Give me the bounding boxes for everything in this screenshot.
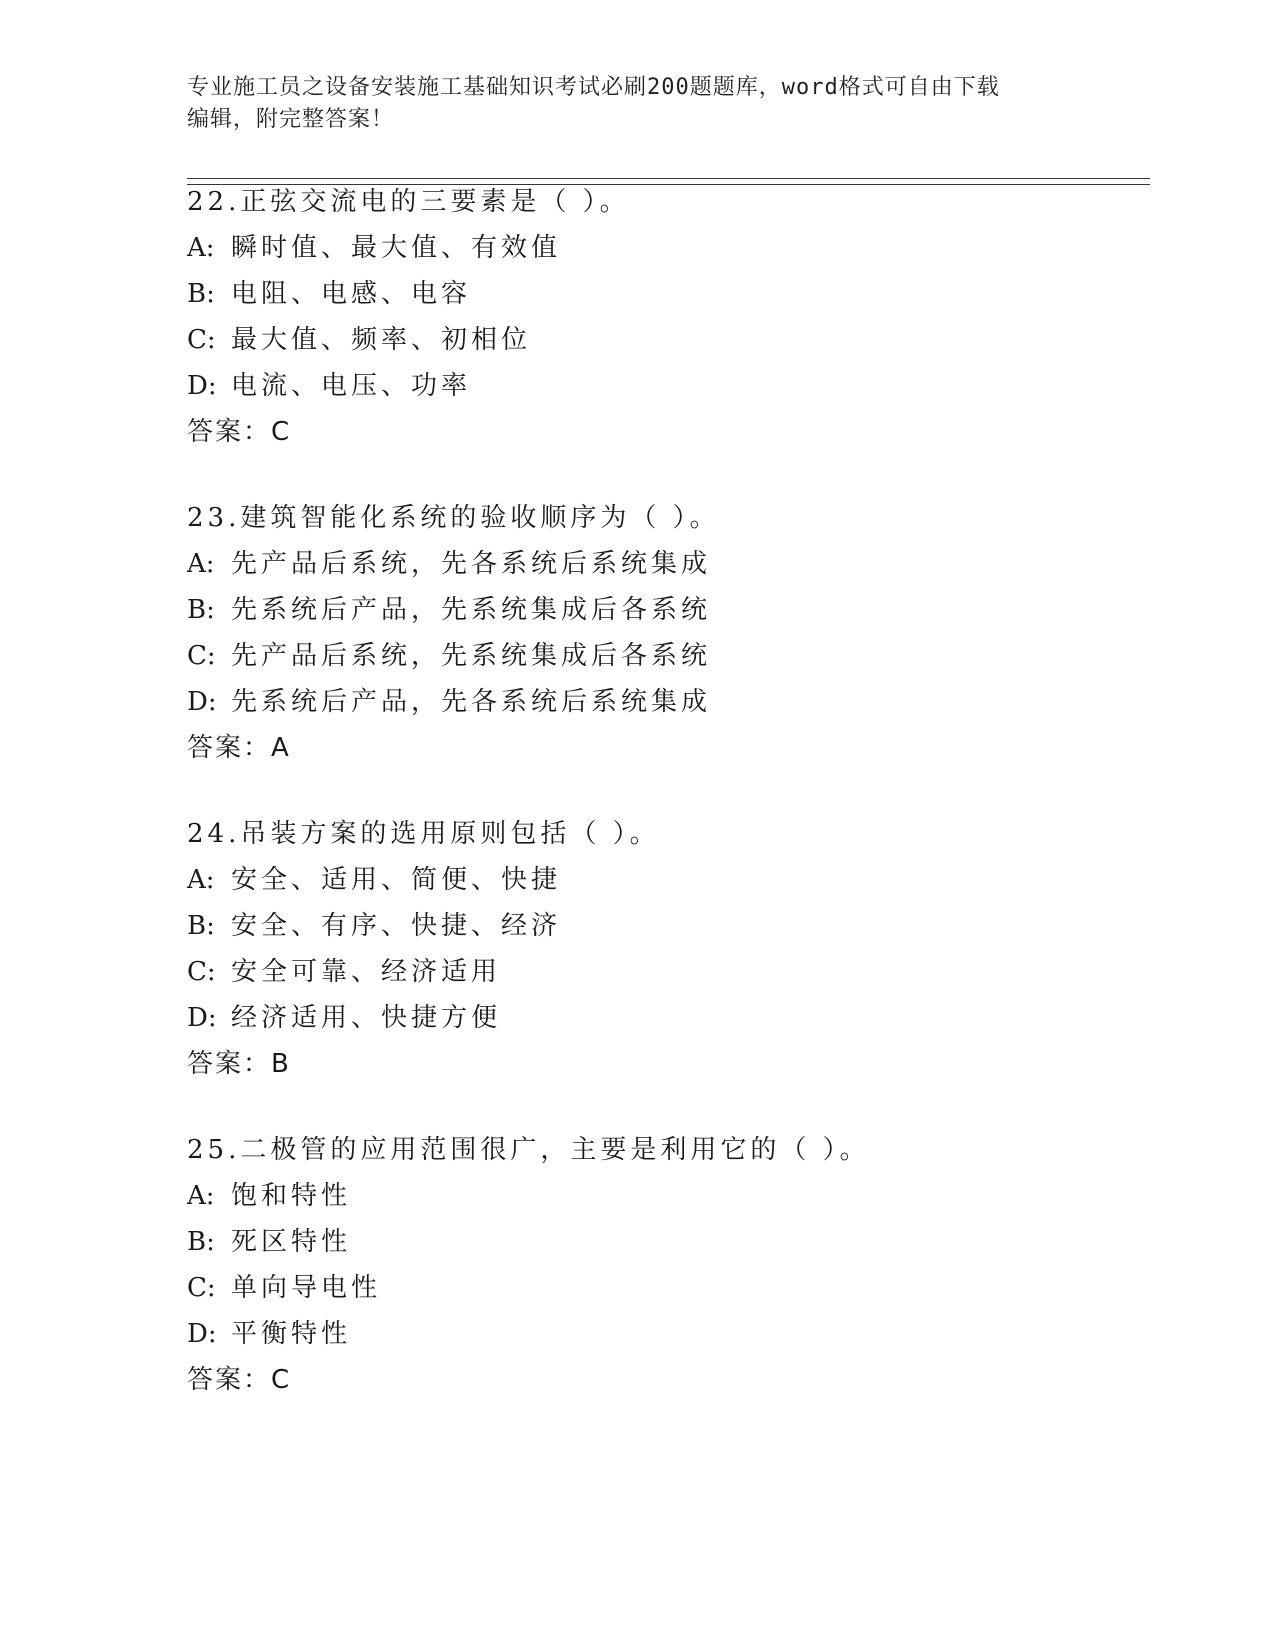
option-letter: B: <box>187 1227 215 1257</box>
option-text: 先产品后系统，先各系统后系统集成 <box>231 549 712 579</box>
option-letter: B: <box>187 911 215 941</box>
document-header <box>187 72 1087 136</box>
option-letter: D: <box>187 1003 217 1033</box>
option-letter: B: <box>187 595 215 625</box>
option-text: 单向导电性 <box>231 1273 382 1303</box>
question-block <box>187 179 1187 455</box>
option-letter: B: <box>187 279 215 309</box>
option-b <box>187 903 1187 949</box>
option-a <box>187 857 1187 903</box>
header-line-2: 编辑，附完整答案！ <box>187 107 395 132</box>
option-text: 电阻、电感、电容 <box>231 279 472 309</box>
question-stem: 24.吊装方案的选用原则包括（ ）。 <box>187 819 660 849</box>
option-d <box>187 1311 1187 1357</box>
option-c <box>187 1265 1187 1311</box>
option-d <box>187 995 1187 1041</box>
option-text: 安全、适用、简便、快捷 <box>231 865 562 895</box>
option-c <box>187 317 1187 363</box>
question-stem: 23.建筑智能化系统的验收顺序为（ ）。 <box>187 503 720 533</box>
option-a <box>187 541 1187 587</box>
option-text: 安全、有序、快捷、经济 <box>231 911 562 941</box>
option-text: 先系统后产品，先系统集成后各系统 <box>231 595 712 625</box>
option-letter: A: <box>187 233 215 263</box>
option-letter: C: <box>187 325 216 355</box>
option-text: 瞬时值、最大值、有效值 <box>231 233 562 263</box>
question-block <box>187 495 1187 771</box>
header-line-1: 专业施工员之设备安装施工基础知识考试必刷200题题库，word格式可自由下载 <box>187 75 1000 100</box>
question-stem: 22.正弦交流电的三要素是（ ）。 <box>187 187 630 217</box>
question-block <box>187 811 1187 1087</box>
option-letter: D: <box>187 1319 217 1349</box>
option-letter: D: <box>187 687 217 717</box>
option-c <box>187 633 1187 679</box>
option-d <box>187 363 1187 409</box>
option-c <box>187 949 1187 995</box>
answer-line: 答案：B <box>187 1049 291 1079</box>
option-text: 平衡特性 <box>231 1319 352 1349</box>
option-text: 最大值、频率、初相位 <box>231 325 532 355</box>
option-b <box>187 587 1187 633</box>
option-d <box>187 679 1187 725</box>
option-text: 安全可靠、经济适用 <box>231 957 502 987</box>
answer-line: 答案：C <box>187 1365 292 1395</box>
option-text: 饱和特性 <box>231 1181 352 1211</box>
option-letter: C: <box>187 957 216 987</box>
option-text: 先系统后产品，先各系统后系统集成 <box>231 687 712 717</box>
answer-line: 答案：C <box>187 417 292 447</box>
option-letter: A: <box>187 1181 215 1211</box>
question-block <box>187 1127 1187 1403</box>
option-letter: A: <box>187 865 215 895</box>
option-b <box>187 1219 1187 1265</box>
option-text: 经济适用、快捷方便 <box>231 1003 502 1033</box>
option-text: 先产品后系统，先系统集成后各系统 <box>231 641 712 671</box>
option-letter: D: <box>187 371 217 401</box>
question-stem: 25.二极管的应用范围很广，主要是利用它的（ ）。 <box>187 1135 870 1165</box>
option-a <box>187 225 1187 271</box>
option-letter: C: <box>187 641 216 671</box>
option-a <box>187 1173 1187 1219</box>
option-text: 电流、电压、功率 <box>231 371 472 401</box>
option-letter: C: <box>187 1273 216 1303</box>
option-b <box>187 271 1187 317</box>
answer-line: 答案：A <box>187 733 291 763</box>
option-letter: A: <box>187 549 215 579</box>
option-text: 死区特性 <box>231 1227 352 1257</box>
